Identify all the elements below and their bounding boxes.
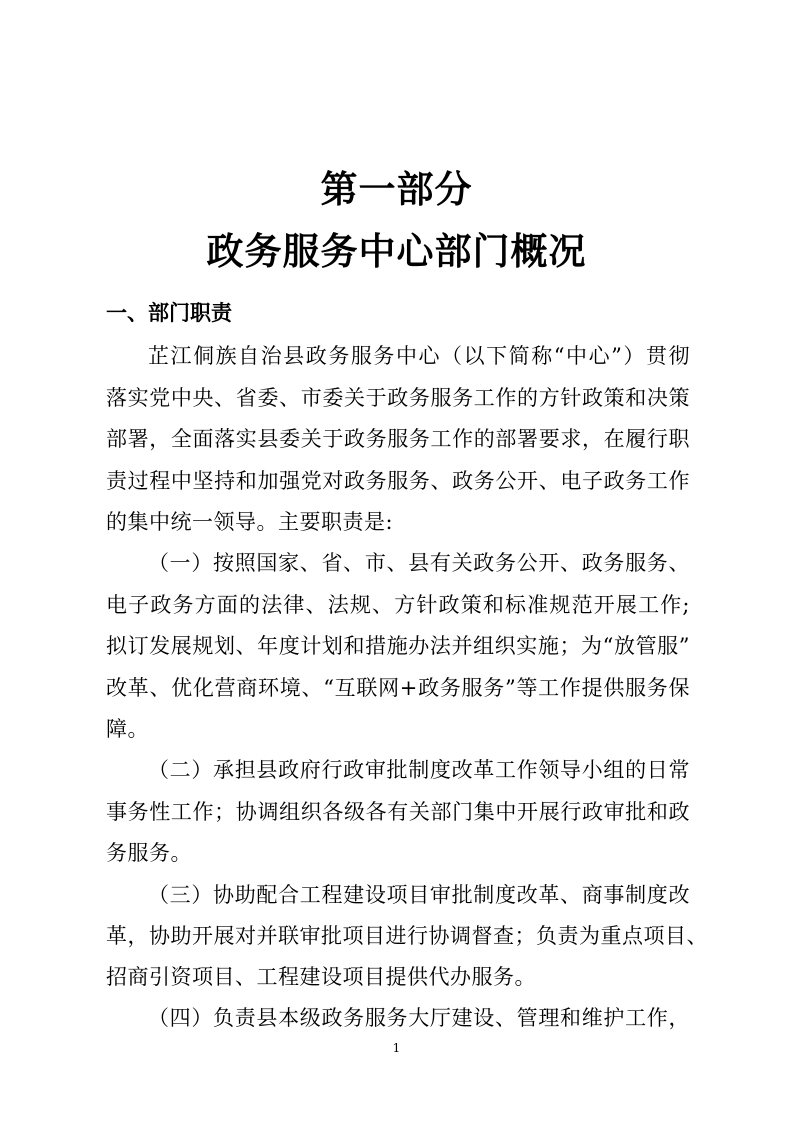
section-heading: 一、部门职责 [106,301,232,325]
body-line: 电子政务方面的法律、法规、方针政策和标准规范开展工作; [106,593,690,617]
part-title: 第一部分 [320,167,473,211]
body-line: 事务性工作；协调组织各级各有关部门集中开展行政审批和政 [106,800,690,824]
body-line: 责过程中坚持和加强党对政务服务、政务公开、电子政务工作 [106,469,690,493]
body-line: 招商引资项目、工程建设项目提供代办服务。 [106,965,536,989]
body-line: 拟订发展规划、年度计划和措施办法并组织实施；为“放管服” [106,634,690,658]
body-line: 的集中统一领导。主要职责是: [106,510,394,534]
body-line: 芷江侗族自治县政务服务中心（以下简称“中心”）贯彻 [148,344,690,368]
department-title: 政务服务中心部门概况 [206,229,587,273]
body-line: 务服务。 [106,841,192,865]
body-line: 落实党中央、省委、市委关于政务服务工作的方针政策和决策 [106,386,690,410]
page-number: 1 [392,1041,401,1055]
body-line: （三）协助配合工程建设项目审批制度改革、商事制度改 [148,883,690,907]
body-line: （二）承担县政府行政审批制度改革工作领导小组的日常 [148,758,690,782]
body-line: （四）负责县本级政务服务大厅建设、管理和维护工作， [148,1006,690,1030]
body-line: 部署，全面落实县委关于政务服务工作的部署要求，在履行职 [106,427,690,451]
body-line: 革，协助开展对并联审批项目进行协调督查；负责为重点项目、 [106,924,708,948]
body-line: （一）按照国家、省、市、县有关政务公开、政务服务、 [148,551,690,575]
body-line: 改革、优化营商环境、“互联网+政务服务”等工作提供服务保 [106,676,690,700]
body-line: 障。 [106,717,149,741]
